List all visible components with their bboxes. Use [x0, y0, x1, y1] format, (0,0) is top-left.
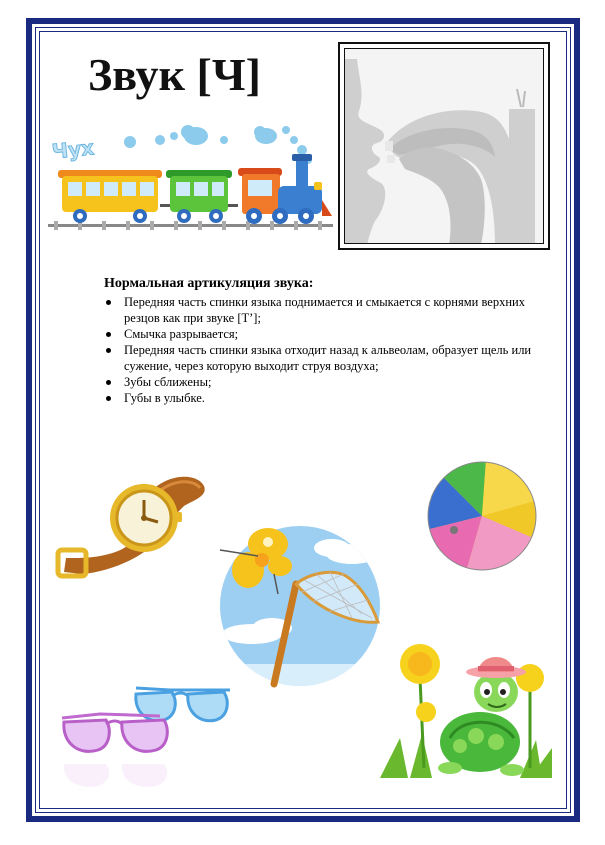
pink-glasses: [62, 714, 167, 751]
list-item-text: Передняя часть спинки языка поднимается и смыкается с корнями верхних резцов как при звуке [Т’];: [124, 295, 525, 325]
bullet-icon: [106, 332, 111, 337]
bullet-icon: [106, 348, 111, 353]
wristwatch-illustration: [52, 462, 212, 582]
glasses-reflection: [64, 764, 167, 787]
list-item-text: Смычка разрывается;: [124, 327, 239, 341]
bullet-icon: [106, 380, 111, 385]
list-item-text: Губы в улыбке.: [124, 391, 205, 405]
list-item: [104, 294, 544, 326]
turtle: [438, 657, 526, 776]
butterfly-net-illustration: [212, 514, 388, 690]
green-wagon: [166, 170, 232, 223]
yellow-wagon: [58, 170, 162, 223]
smoke-clouds: [124, 125, 312, 164]
glasses-illustration: [60, 684, 236, 800]
page-title: Звук [Ч]: [88, 49, 261, 100]
list-item: [104, 342, 544, 374]
list-item: [104, 374, 544, 390]
beach-ball-illustration: [426, 460, 538, 572]
locomotive: [238, 154, 332, 224]
articulation-list: [104, 294, 544, 406]
articulation-profile-frame: [338, 42, 550, 250]
list-item-text: Зубы сближены;: [124, 375, 212, 389]
bullet-icon: [106, 396, 111, 401]
articulation-heading: Нормальная артикуляция звука:: [104, 276, 314, 291]
train-illustration: [48, 120, 333, 235]
list-item: [104, 390, 544, 406]
bullet-icon: [106, 300, 111, 305]
list-item: [104, 326, 544, 342]
turtle-illustration: [380, 638, 556, 788]
articulation-profile-image: [345, 49, 544, 244]
articulation-profile-inner: [344, 48, 544, 244]
smoke-text: Чух: [50, 135, 96, 164]
rail: [48, 224, 333, 227]
list-item-text: Передняя часть спинки языка отходит назад к альвеолам, образует щель или сужение, через которую выходит струя воздуха;: [124, 343, 532, 373]
